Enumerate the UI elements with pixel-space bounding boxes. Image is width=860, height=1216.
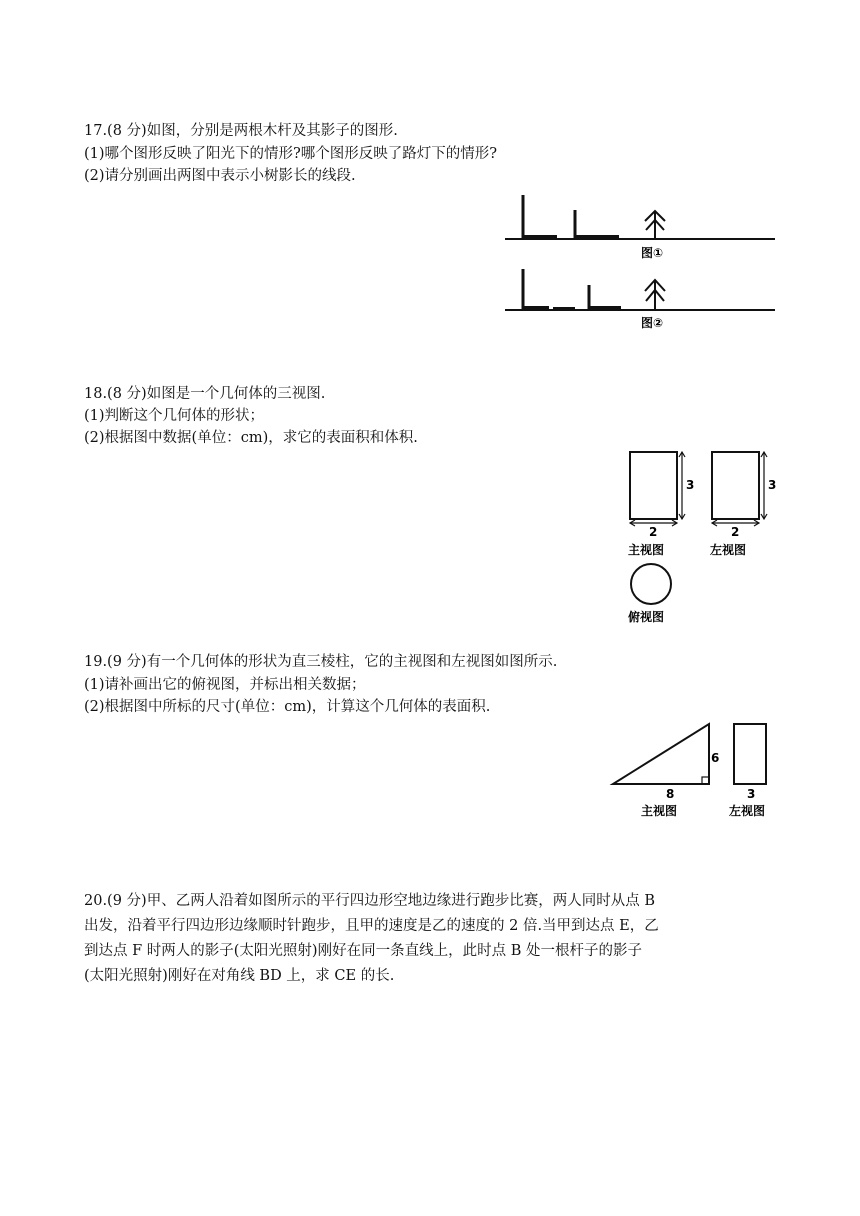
side-width-label: 2 bbox=[731, 525, 740, 539]
fig2-caption: 图② bbox=[641, 316, 664, 330]
q18-part2: (2)根据图中数据(单位：cm)，求它的表面积和体积. bbox=[84, 430, 418, 446]
front-height-label: 3 bbox=[686, 478, 695, 492]
q20-line-3: 到达点 F 时两人的影子(太阳光照射)刚好在同一条直线上，此时点 B 处一根杆子的影子 bbox=[84, 943, 642, 959]
q17-part1: (1)哪个图形反映了阳光下的情形?哪个图形反映了路灯下的情形? bbox=[84, 146, 498, 162]
side-view-rect bbox=[712, 452, 759, 519]
q20-line-2: 出发，沿着平行四边形边缘顺时针跑步，且甲的速度是乙的速度的 2 倍.当甲到达点 E，乙 bbox=[84, 918, 659, 934]
front-base-label: 8 bbox=[666, 787, 675, 801]
right-angle-mark bbox=[702, 777, 709, 784]
front-view-caption: 主视图 bbox=[628, 543, 665, 557]
q19-title: 19.(9 分)有一个几何体的形状为直三棱柱，它的主视图和左视图如图所示. bbox=[84, 654, 558, 670]
front-view-rect bbox=[630, 452, 677, 519]
side-width-label: 3 bbox=[747, 787, 756, 801]
q19-part2: (2)根据图中所标的尺寸(单位：cm)，计算这个几何体的表面积. bbox=[84, 699, 491, 715]
front-width-label: 2 bbox=[649, 525, 658, 539]
side-height-label: 3 bbox=[768, 478, 777, 492]
side-view-rect bbox=[734, 724, 766, 784]
front-view-triangle bbox=[613, 724, 709, 784]
top-view-caption: 俯视图 bbox=[628, 610, 665, 624]
q17-part2: (2)请分别画出两图中表示小树影长的线段. bbox=[84, 168, 356, 184]
q17-figure-2 bbox=[505, 265, 780, 335]
q18-part1: (1)判断这个几何体的形状； bbox=[84, 408, 265, 424]
q18-title: 18.(8 分)如图是一个几何体的三视图. bbox=[84, 386, 326, 402]
q19-views bbox=[608, 718, 788, 823]
q19-part1: (1)请补画出它的俯视图，并标出相关数据； bbox=[84, 677, 366, 693]
side-view-caption: 左视图 bbox=[729, 804, 766, 818]
q17-figure-1 bbox=[505, 190, 780, 265]
tree-icon bbox=[645, 211, 665, 239]
q18-three-views bbox=[620, 444, 790, 629]
fig1-caption: 图① bbox=[641, 246, 664, 260]
side-view-caption: 左视图 bbox=[710, 543, 747, 557]
front-view-caption: 主视图 bbox=[641, 804, 678, 818]
q20-line-1: 20.(9 分)甲、乙两人沿着如图所示的平行四边形空地边缘进行跑步比赛，两人同时从点 B bbox=[84, 893, 655, 909]
front-height-label: 6 bbox=[711, 751, 720, 765]
q17-title: 17.(8 分)如图，分别是两根木杆及其影子的图形. bbox=[84, 123, 398, 139]
top-view-circle bbox=[631, 564, 671, 604]
q20-body bbox=[84, 889, 780, 989]
q20-line-4: (太阳光照射)刚好在对角线 BD 上，求 CE 的长. bbox=[84, 968, 395, 984]
tree-icon bbox=[645, 280, 665, 310]
